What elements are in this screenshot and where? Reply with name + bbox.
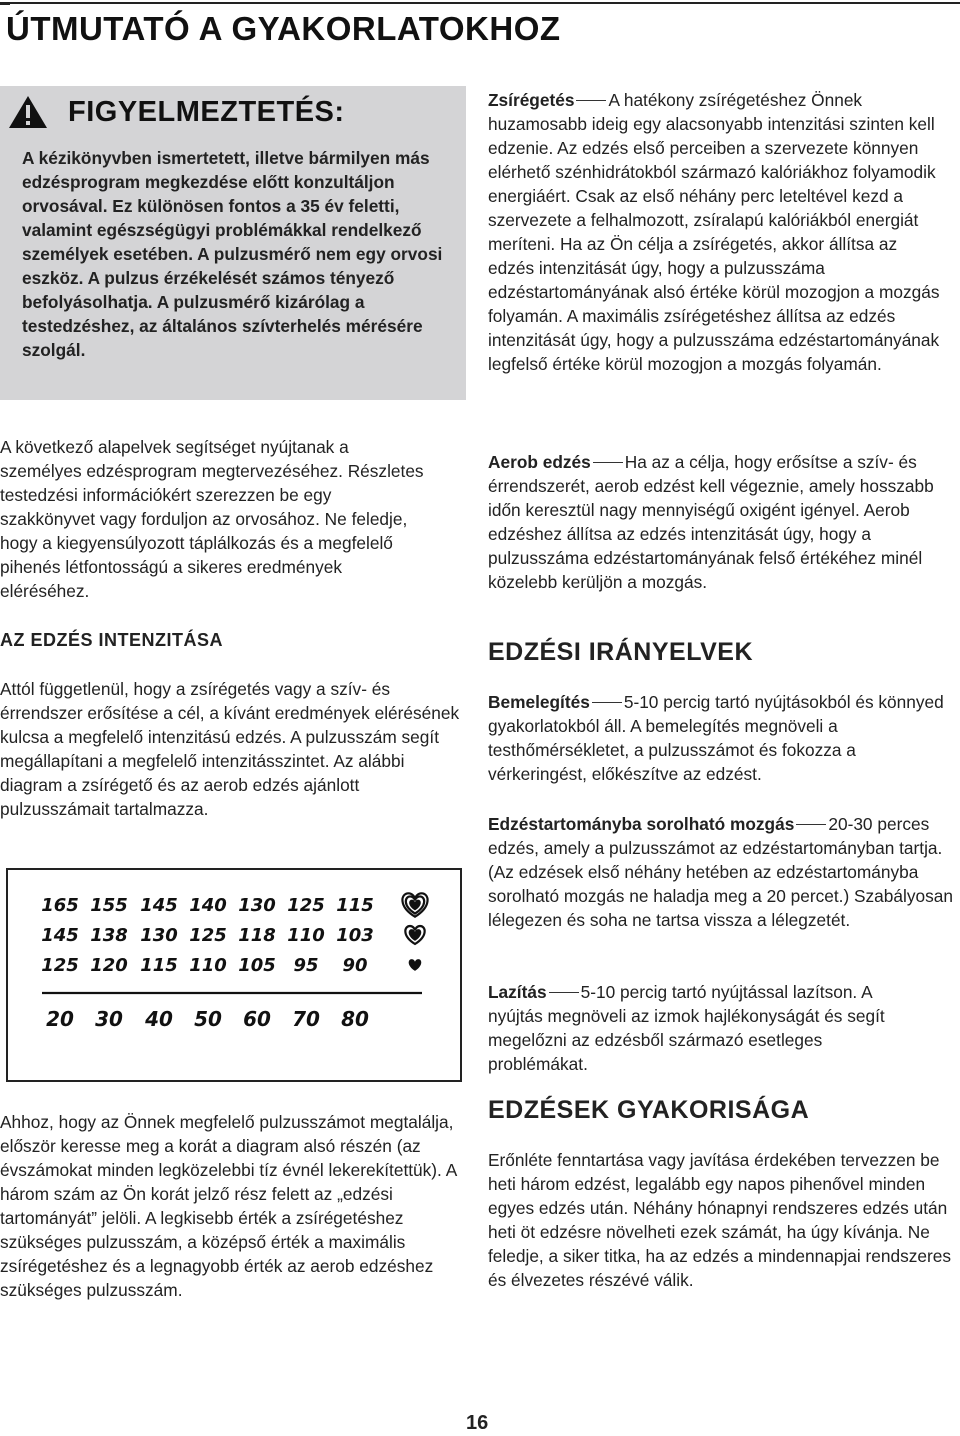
- chart-instructions-paragraph: Ahhoz, hogy az Önnek megfelelő pulzusszámot megtalálja, először keresse meg a korát a diagram alsó részén (az évszámokat minden legközelebbi tíz évnél lekerekítettük). A három szám az Ön korát jelző rész felett az „edzési tartományát” jelöli. A legkisebb érték a zsírégetéshez szükséges pulzusszám, a középső érték a maximális zsírégetéshez és a legnagyobb érték az aerob edzéshez szükséges pulzusszám.: [0, 1112, 457, 1300]
- aerobic-term: Aerob edzés: [488, 452, 591, 472]
- heart-rate-chart-svg: [8, 870, 460, 1080]
- cooldown-term: Lazítás: [488, 982, 547, 1002]
- top-rule: [0, 2, 960, 4]
- frequency-paragraph: Erőnléte fenntartása vagy javítása érdekében tervezzen be heti három edzést, legalább egy napos pihenővel minden egyes edzés után. Néhány hónapnyi rendszeres edzés után heti öt edzésre növelheti ezek számát, ha úgy kívánja. Ne feledje, a siker titka, ha az edzés a mindennapjai rendszeres és élvezetes részévé válik.: [488, 1150, 952, 1290]
- age-label: 20: [46, 1007, 74, 1031]
- fat-burning-term: Zsírégetés: [488, 90, 575, 110]
- age-label: 50: [194, 1007, 222, 1031]
- intensity-heading: AZ EDZÉS INTENZITÁSA: [0, 630, 224, 650]
- heart-rate-value: 120: [90, 955, 128, 976]
- heart-rate-value: 125: [287, 895, 325, 916]
- warmup-text: 5-10 percig tartó nyújtásokból és könnyed gyakorlatokból áll. A bemelegítés megnöveli a testhőmérsékletet, a pulzusszámot és fokozza a vérkeringést, előkészítve az edzést.: [488, 692, 944, 784]
- age-label: 80: [341, 1007, 369, 1031]
- training-zone-term: Edzéstartományba sorolható mozgás: [488, 814, 795, 834]
- heart-rate-value: 130: [238, 895, 276, 916]
- heart-rate-value: 125: [41, 955, 79, 976]
- heart-medium-icon: [405, 926, 424, 944]
- intensity-paragraph: Attól függetlenül, hogy a zsírégetés vagy a szív- és érrendszer erősítése a cél, a kívánt eredmények elérésének kulcsa a megfelelő intenzitású edzés. A pulzusszám segít megállapítani a megfelelő intenzitásszintet. Az alábbi diagram a zsírégető és az aerob edzés ajánlott pulzusszámait tartalmazza.: [0, 679, 460, 819]
- heart-rate-value: 105: [238, 955, 276, 976]
- warning-header: [8, 92, 345, 132]
- heart-rate-value: 90: [342, 955, 368, 976]
- heart-rate-value: 103: [336, 925, 374, 946]
- age-label: 70: [292, 1007, 320, 1031]
- heart-rate-value: 138: [90, 925, 128, 946]
- heart-rate-value: 95: [293, 955, 319, 976]
- heart-rate-value: 145: [41, 925, 79, 946]
- heart-rate-value: 165: [41, 895, 79, 916]
- heart-rate-value: 118: [238, 925, 276, 946]
- heart-rate-value: 110: [189, 955, 227, 976]
- aerobic-text: Ha az a célja, hogy erősítse a szív- és érrendszerét, aerob edzést kell végeznie, amely hosszabb időn keresztül nagy mennyiségű oxigént igényel. Aerob edzéshez állítsa az edzés intenzitását úgy, hogy a pulzusszáma edzéstartományának felső értékéhez minél közelebb kerüljön a mozgás.: [488, 452, 934, 592]
- heart-rate-value: 155: [90, 895, 128, 916]
- age-label: 60: [243, 1007, 271, 1031]
- em-dash: [593, 462, 623, 464]
- guidelines-heading: EDZÉSI IRÁNYELVEK: [488, 638, 754, 666]
- page-title: ÚTMUTATÓ A GYAKORLATOKHOZ: [6, 10, 561, 47]
- heart-rate-chart: [6, 868, 462, 1082]
- heart-rate-value: 125: [189, 925, 227, 946]
- warmup-paragraph: [488, 690, 953, 786]
- aerobic-paragraph: [488, 450, 948, 594]
- warning-box: [0, 86, 466, 400]
- heart-rate-value: 115: [336, 895, 374, 916]
- age-label: 30: [95, 1007, 123, 1031]
- cooldown-paragraph: [488, 980, 908, 1076]
- age-label: 40: [145, 1007, 173, 1031]
- top-rule-accent: [0, 2, 10, 5]
- cooldown-text: 5-10 percig tartó nyújtással lazítson. A nyújtás megnöveli az izmok hajlékonyságát és segít megelőzni az edzésből származó esetleges problémákat.: [488, 982, 885, 1074]
- fat-burning-paragraph: [488, 88, 948, 376]
- em-dash: [592, 702, 622, 704]
- intro-paragraph: A következő alapelvek segítséget nyújtanak a személyes edzésprogram megtervezéséhez. Részletes testedzési információkért szerezzen be egy szakkönyvet vagy forduljon az orvosához. Ne feledje, hogy a kiegyensúlyozott táplálkozás és a megfelelő pihenés létfontosságú a sikeres eredmények eléréséhez.: [0, 437, 424, 601]
- em-dash: [549, 992, 579, 994]
- warmup-term: Bemelegítés: [488, 692, 590, 712]
- heart-rate-value: 110: [287, 925, 325, 946]
- frequency-heading: EDZÉSEK GYAKORISÁGA: [488, 1096, 810, 1124]
- em-dash: [576, 100, 606, 102]
- fat-burning-text: A hatékony zsírégetéshez Önnek huzamosabb ideig egy alacsonyabb intenzitási szinten kell edzenie. Az edzés első perceiben a szervezete könnyen elérhető szénhidrátokból származó kalóriákhoz folyamodik energiáért. Csak az első néhány perc leteltével kezd a szervezete a felhalmozott, zsíralapú kalóriákból energiát meríteni. Ha az Ön célja a zsírégetés, akkor állítsa az edzés intenzitását úgy, hogy a pulzusszáma edzéstartományának alsó értéke körül mozogjon a mozgás folyamán. A maximális zsírégetéshez állítsa az edzés intenzitását úgy, hogy a pulzusszáma edzéstartományának legfelső értéke körül mozogjon a mozgás folyamán.: [488, 90, 940, 374]
- warning-text: A kézikönyvben ismertetett, illetve bármilyen más edzésprogram megkezdése előtt konzultáljon orvosával. Ez különösen fontos a 35 év feletti, valamint egészségügyi problémákkal rendelkező személyek esetében. A pulzusmérő nem egy orvosi eszköz. A pulzus érzékelését számos tényező befolyásolhatja. A pulzusmérő kizárólag a testedzéshez, az általános szívterhelés mérésére szolgál.: [22, 148, 443, 360]
- heart-rate-value: 140: [189, 895, 227, 916]
- heart-rate-value: 145: [140, 895, 178, 916]
- warning-icon: [8, 95, 48, 129]
- em-dash: [796, 824, 826, 826]
- page-number: 16: [466, 1412, 489, 1434]
- heart-small-icon: [409, 959, 422, 971]
- training-zone-paragraph: [488, 812, 958, 932]
- heart-rate-value: 115: [140, 955, 178, 976]
- training-zone-text: 20-30 perces edzés, amely a pulzusszámot az edzéstartományban tartja. (Az edzések első néhány hetében az edzéstartományba sorolható mozgás ne haladja meg a 20 percet.) Szabályosan lélegezen és soha ne tartsa vissza a lélegzetét.: [488, 814, 953, 930]
- heart-rate-value: 130: [140, 925, 178, 946]
- warning-title: FIGYELMEZTETÉS:: [68, 95, 345, 128]
- heart-large-icon: [402, 893, 427, 916]
